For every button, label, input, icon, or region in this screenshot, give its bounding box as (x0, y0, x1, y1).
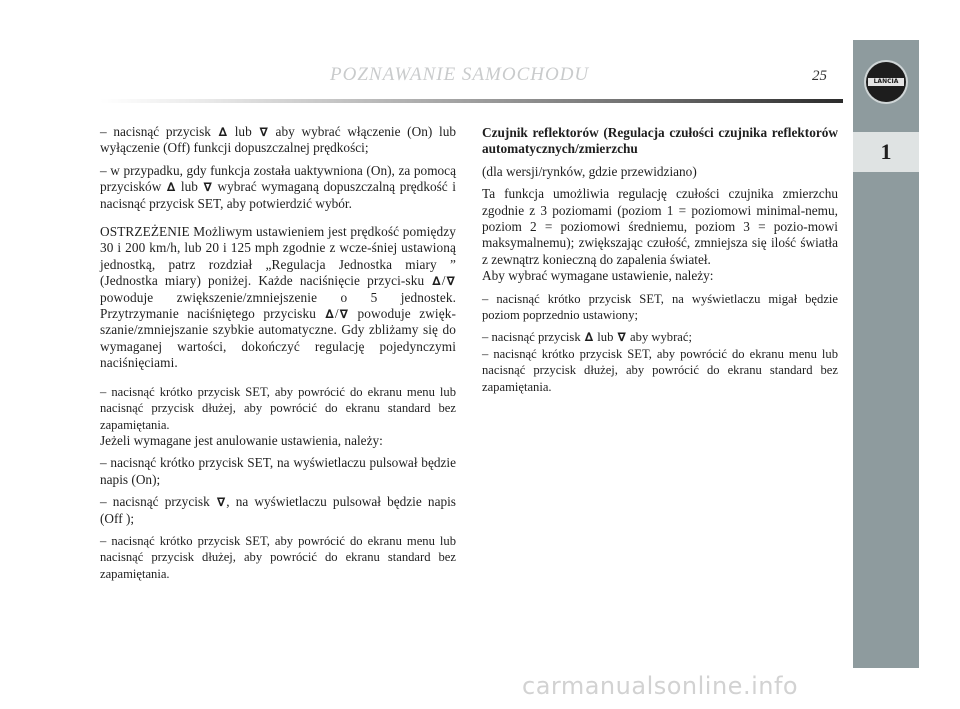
section-heading: Czujnik reflektorów (Regulacja czułości czujnika reflektorów automatycznych/zmierzchu (482, 125, 838, 157)
section-subheading: (dla wersji/rynków, gdzie przewidziano) (482, 163, 697, 179)
text: wybrać wymaganą dopuszczalną prędkość i nacisnąć przycisk SET, aby potwierdzić wybór. (100, 179, 456, 211)
arrow-up-icon: ∆ (166, 180, 176, 195)
logo-text: LANCIA (873, 78, 899, 85)
text: aby wybrać; (626, 330, 692, 345)
paragraph: – nacisnąć krótko przycisk SET, na wyświetlaczu pulsował będzie napis (On); (100, 455, 456, 487)
text: powoduje zwięk-szanie/zmniejszanie szybkie automatyczne. Gdy zbliżamy się do wymaganej wartości, dokończyć regulację pojedynczymi naciśnięciami. (100, 306, 456, 371)
paragraph (100, 163, 456, 212)
page-number: 25 (812, 68, 827, 84)
lancia-logo-icon (866, 62, 906, 102)
arrow-up-icon: ∆ (432, 274, 441, 289)
paragraph: Aby wybrać wymagane ustawienie, należy: (482, 268, 714, 284)
logo-box (853, 40, 919, 118)
paragraph: – nacisnąć krótko przycisk SET, na wyświetlaczu migał będzie poziom poprzednio ustawiony; (482, 291, 838, 323)
paragraph (100, 124, 456, 157)
right-column (482, 125, 838, 401)
paragraph: Jeżeli wymagane jest anulowanie ustawienia, należy: (100, 432, 383, 448)
header-rule (100, 99, 843, 103)
text: lub (228, 124, 259, 139)
chapter-number-tab: 1 (853, 132, 919, 172)
paragraph: Ta funkcja umożliwia regulację czułości czujnika zmierzchu zgodnie z 3 poziomami (poziom 1 = poziomowi minimal-nemu, poziom 2 = poziomowi średniemu, poziom 3 = pozio-mowi maksymalnemu); zwiększając czułość, zmniejsza się ilość światła z zewnątrz konieczną do zapalenia świateł. (482, 186, 838, 267)
arrow-down-icon: ∇ (617, 330, 626, 345)
text: lub (176, 179, 203, 195)
text: – nacisnąć przycisk (482, 330, 584, 345)
chapter-sidebar (853, 40, 919, 668)
arrow-down-icon: ∇ (216, 495, 226, 510)
arrow-up-icon: ∆ (325, 307, 334, 322)
arrow-up-icon: ∆ (218, 125, 228, 139)
paragraph (100, 494, 456, 527)
arrow-up-icon: ∆ (584, 330, 594, 345)
arrow-down-icon: ∇ (259, 125, 268, 139)
text: – nacisnąć przycisk (100, 494, 216, 510)
text: OSTRZEŻENIE Możliwym ustawieniem jest prędkość pomiędzy 30 i 200 km/h, lub 20 i 125 mph zgodnie z wcze-śniej ustawioną jednostką, patrz rozdział „Regulacja Jednostka miary ” (Jednostka miary) poniżej. Każde naciśnięcie przyci-sku (100, 224, 456, 289)
text: lub (594, 330, 617, 345)
text: powoduje zwiększenie/zmniejszenie o 5 jednostek. Przytrzymanie naciśniętego przycisku (100, 289, 456, 322)
paragraph: – nacisnąć krótko przycisk SET, aby powrócić do ekranu menu lub nacisnąć przycisk dłużej, aby powrócić do ekranu standard bez zapamiętania. (482, 346, 838, 394)
text: , na wyświetlaczu pulsował będzie napis (Off ); (100, 494, 456, 526)
page-header-title: POZNAWANIE SAMOCHODU (330, 64, 590, 85)
text: / (334, 306, 339, 322)
left-column (100, 124, 456, 588)
watermark: carmanualsonline.info (522, 672, 799, 700)
paragraph (482, 329, 838, 345)
arrow-down-icon: ∇ (339, 307, 349, 322)
text: aby wybrać włączenie (On) lub wyłączenie (Off) funkcji dopuszczalnej prędkości; (100, 124, 457, 156)
text: – w przypadku, gdy funkcja została uaktywniona (On), za pomocą przycisków (100, 162, 456, 195)
arrow-down-icon: ∇ (203, 180, 212, 195)
warning-paragraph (100, 224, 456, 372)
text: – nacisnąć przycisk (100, 124, 218, 139)
text: / (441, 273, 446, 289)
paragraph: – nacisnąć krótko przycisk SET, aby powrócić do ekranu menu lub nacisnąć przycisk dłużej, aby powrócić do ekranu standard bez zapamiętania. (100, 533, 456, 581)
paragraph: – nacisnąć krótko przycisk SET, aby powrócić do ekranu menu lub nacisnąć przycisk dłużej, aby powrócić do ekranu standard bez zapamiętania. (100, 384, 456, 432)
arrow-down-icon: ∇ (446, 274, 455, 289)
